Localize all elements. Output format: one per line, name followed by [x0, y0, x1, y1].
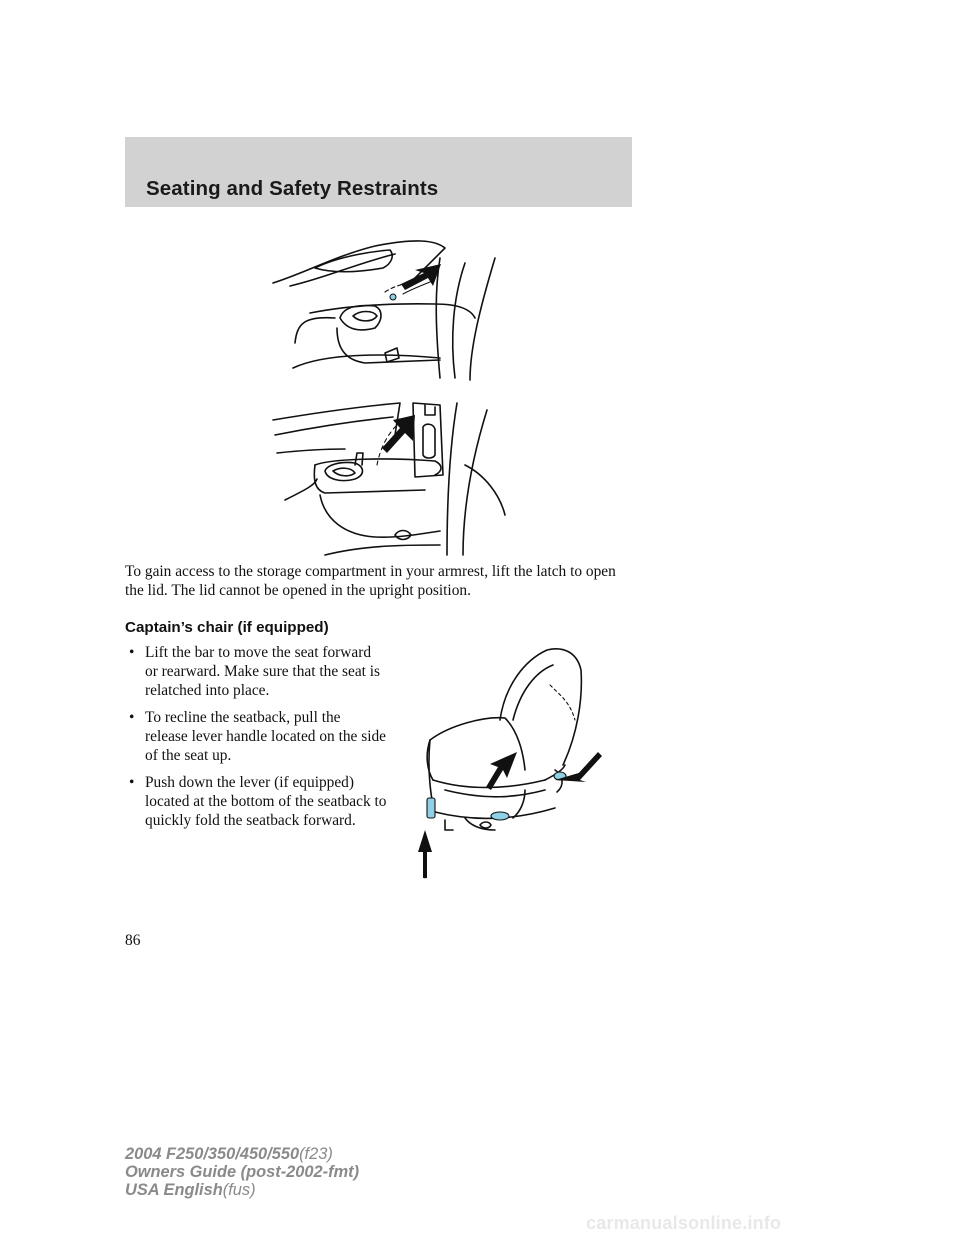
watermark: carmanualsonline.info — [586, 1213, 782, 1233]
footer-line-language: USA English(fus) — [125, 1181, 256, 1199]
bullet-glyph: • — [129, 644, 135, 661]
list-item-text: Push down the lever (if equipped) located at the bottom of the seatback to quickly fold the seatback forward. — [145, 774, 387, 829]
armrest-paragraph: To gain access to the storage compartment in your armrest, lift the latch to open the lid. The lid cannot be opened in the upright position. — [125, 563, 616, 599]
captains-chair-heading: Captain’s chair (if equipped) — [125, 619, 329, 636]
section-title: Seating and Safety Restraints — [146, 177, 439, 200]
captains-chair-illustration — [405, 640, 605, 880]
list-item — [125, 773, 387, 830]
footer-line-model: 2004 F250/350/450/550(f23) — [125, 1145, 333, 1163]
list-item-text: Lift the bar to move the seat forward or rearward. Make sure that the seat is relatched into place. — [145, 644, 381, 699]
list-item — [125, 708, 387, 765]
armrest-open-lid-illustration — [265, 395, 525, 557]
arrow-icon — [382, 415, 415, 453]
section-header — [125, 137, 632, 207]
captains-chair-instructions — [125, 643, 387, 838]
list-item-text: To recline the seatback, pull the release lever handle located on the side of the seat up. — [145, 709, 387, 764]
arrow-icon — [486, 752, 517, 790]
list-item — [125, 643, 387, 700]
document-footer — [125, 1145, 359, 1199]
armrest-latch-illustration — [265, 228, 525, 383]
page-number: 86 — [125, 932, 141, 949]
bullet-glyph: • — [129, 774, 135, 791]
footer-line-guide: Owners Guide (post-2002-fmt) — [125, 1163, 360, 1181]
bullet-glyph: • — [129, 709, 135, 726]
